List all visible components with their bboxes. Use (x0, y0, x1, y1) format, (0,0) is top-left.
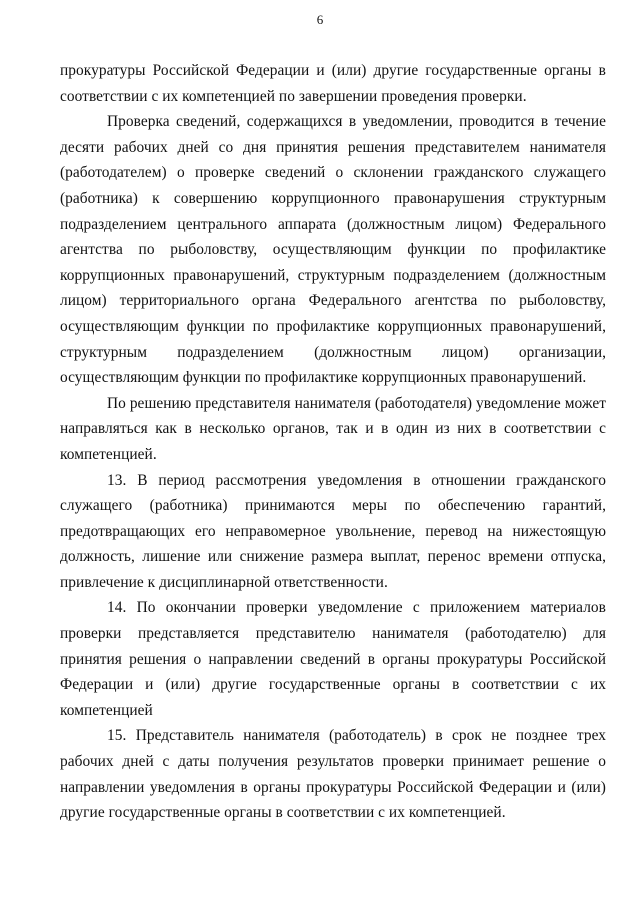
page-number: 6 (316, 12, 324, 27)
paragraph-verification: Проверка сведений, содержащихся в уведомлении, проводится в течение десяти рабочих дней со дня принятия решения представителем нанимателя (работодателем) о проверке сведений о склонении гражданского служащего (работника) к совершению коррупционного правонарушения структурным подразделением центрального аппарата (должностным лицом) Федерального агентства по рыболовству, осуществляющим функции по профилактике коррупционных правонарушений, структурным подразделением (должностным лицом) территориального органа Федерального агентства по рыболовству, осуществляющим функции по профилактике коррупционных правонарушений, структурным подразделением (должностным лицом) организации, осуществляющим функции по профилактике коррупционных правонарушений. (60, 113, 606, 387)
paragraph-employer-decision: По решению представителя нанимателя (работодателя) уведомление может направляться как в несколько органов, так и в один из них в соответствии с компетенцией. (60, 394, 606, 463)
paragraph-item-14: 14. По окончании проверки уведомление с приложением материалов проверки представляется представителю нанимателя (работодателю) для принятия решения о направлении сведений в органы прокуратуры Российской Федерации и (или) другие государственные органы в соответствии с их компетенцией (60, 599, 606, 719)
paragraph-item-15: 15. Представитель нанимателя (работодатель) в срок не позднее трех рабочих дней с даты получения результатов проверки принимает решение о направлении уведомления в органы прокуратуры Российской Федерации и (или) другие государственные органы в соответствии с их компетенцией. (60, 727, 606, 822)
paragraph-continuation: прокуратуры Российской Федерации и (или) другие государственные органы в соответствии с их компетенцией по завершении проведения проверки. (60, 62, 606, 105)
paragraph-item-13: 13. В период рассмотрения уведомления в отношении гражданского служащего (работника) принимаются меры по обеспечению гарантий, предотвращающих его неправомерное увольнение, перевод на нижестоящую должность, лишение или снижение размера выплат, перенос времени отпуска, привлечение к дисциплинарной ответственности. (60, 471, 606, 591)
document-body (60, 58, 606, 826)
